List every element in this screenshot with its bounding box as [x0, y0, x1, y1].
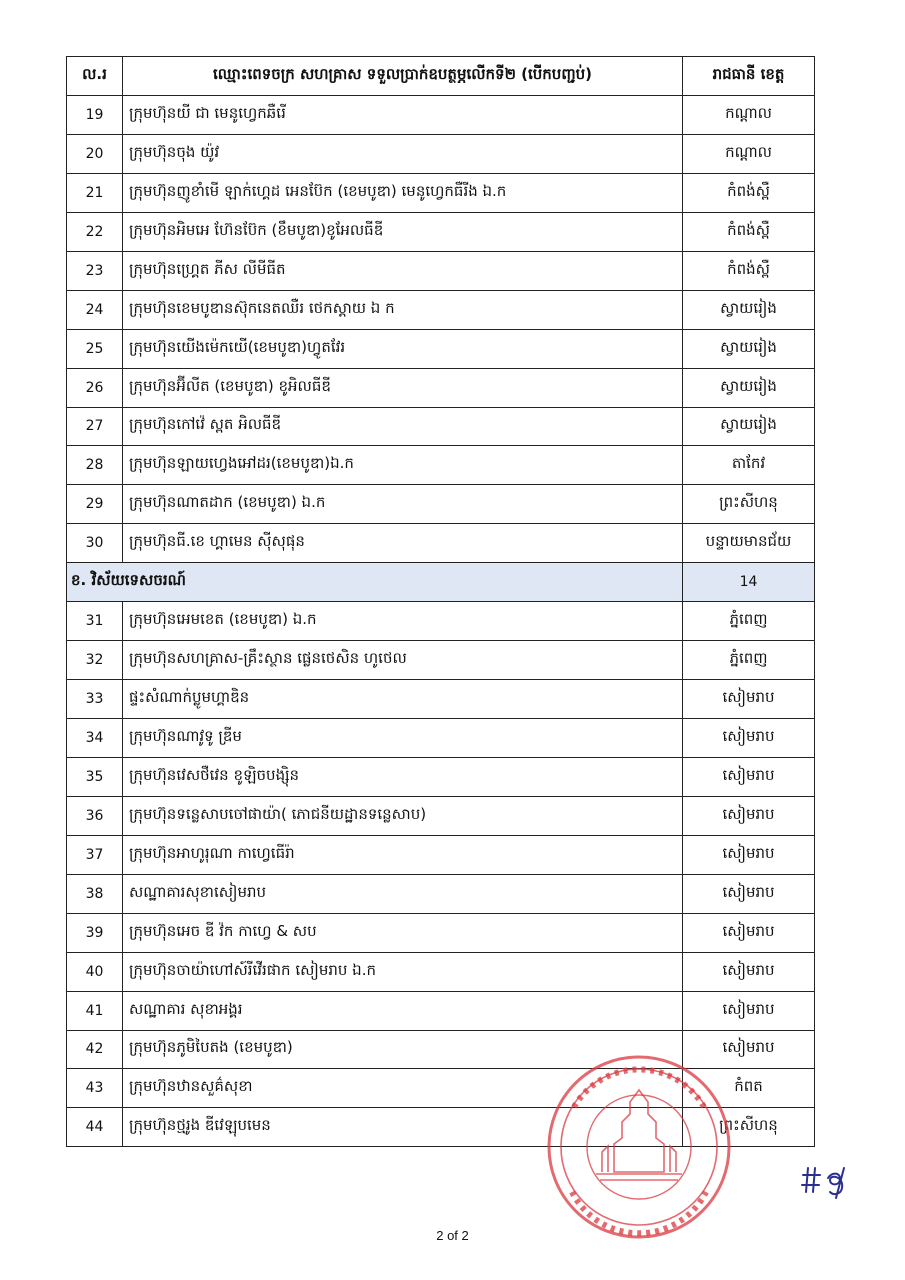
row-province: សៀមរាប: [683, 913, 815, 952]
row-number: 27: [67, 407, 123, 446]
header-number: ល.រ: [67, 57, 123, 96]
row-number: 40: [67, 952, 123, 991]
row-number: 32: [67, 641, 123, 680]
enterprise-table: [66, 56, 815, 1147]
row-number: 31: [67, 602, 123, 641]
row-enterprise-name: ក្រុមហ៊ុនធី.ខេ ហ្គាមេន ស៊ីសុផុន: [123, 524, 683, 563]
row-province: ព្រះសីហនុ: [683, 485, 815, 524]
row-province: សៀមរាប: [683, 874, 815, 913]
table-row: [67, 173, 815, 212]
row-enterprise-name: ក្រុមហ៊ុនអិមអេ ហ៊ែនប៊ែក (ខឹមបូឌា)ខូអែលធីឌី: [123, 212, 683, 251]
row-number: 24: [67, 290, 123, 329]
row-number: 35: [67, 757, 123, 796]
row-number: 39: [67, 913, 123, 952]
table-row: [67, 290, 815, 329]
row-enterprise-name: សណ្ឋាគារសុខាសៀមរាប: [123, 874, 683, 913]
table-row: [67, 329, 815, 368]
row-province: កណ្ដាល: [683, 96, 815, 135]
table-row: [67, 485, 815, 524]
row-number: 37: [67, 835, 123, 874]
handwritten-initials: [800, 1160, 850, 1200]
table-row: [67, 757, 815, 796]
row-province: សៀមរាប: [683, 680, 815, 719]
row-number: 28: [67, 446, 123, 485]
row-number: 21: [67, 173, 123, 212]
row-number: 34: [67, 719, 123, 758]
row-enterprise-name: ក្រុមហ៊ុនអេមខេត (ខេមបូឌា) ឯ.ក: [123, 602, 683, 641]
table-row: [67, 680, 815, 719]
row-enterprise-name: ក្រុមហ៊ុនចាយ៉ាហៅស៍រីវើរផាក សៀមរាប ឯ.ក: [123, 952, 683, 991]
row-enterprise-name: ផ្ទះសំណាក់ប្លូមហ្គាឌិន: [123, 680, 683, 719]
row-enterprise-name: សណ្ឋាគារ សុខាអង្គរ: [123, 991, 683, 1030]
table-row: [67, 835, 815, 874]
row-enterprise-name: ក្រុមហ៊ុនកៅវ៉េ ស្ពត អិលធីឌី: [123, 407, 683, 446]
row-enterprise-name: ក្រុមហ៊ុនឋានសួគ៌សុខា: [123, 1069, 683, 1108]
table-row: [67, 602, 815, 641]
row-province: សៀមរាប: [683, 1030, 815, 1069]
row-enterprise-name: ក្រុមហ៊ុនថ្មរូង ឌីវេឡុបមេន: [123, 1108, 683, 1147]
stamp-seal: [549, 1057, 729, 1237]
row-enterprise-name: ក្រុមហ៊ុនឡាយហ្វេងអៅដរ(ខេមបូឌា)ឯ.ក: [123, 446, 683, 485]
row-province: កណ្ដាល: [683, 134, 815, 173]
row-number: 30: [67, 524, 123, 563]
row-province: សៀមរាប: [683, 757, 815, 796]
row-number: 20: [67, 134, 123, 173]
section-count: 14: [683, 563, 815, 602]
row-province: ព្រះសីហនុ: [683, 1108, 815, 1147]
row-enterprise-name: ក្រុមហ៊ុនវេសថឺវេន ខូឡិចបង្ស៊ិន: [123, 757, 683, 796]
header-enterprise-name: ឈ្មោះពេទចក្រ សហគ្រាស ទទួលប្រាក់ឧបត្ថម្ភលើកទី២ (បើកបញ្ជប់): [123, 57, 683, 96]
row-number: 29: [67, 485, 123, 524]
table-row: [67, 796, 815, 835]
table-row: [67, 641, 815, 680]
row-enterprise-name: ក្រុមហ៊ុនចុង យ៉ូវ: [123, 134, 683, 173]
row-province: ស្វាយរៀង: [683, 329, 815, 368]
header-province: រាជធានី ខេត្ត: [683, 57, 815, 96]
row-enterprise-name: ក្រុមហ៊ុនទន្លេសាបចៅផាយ៉ា( ភោជនីយដ្ឋានទន្លេសាប): [123, 796, 683, 835]
table-row: [67, 524, 815, 563]
row-enterprise-name: ក្រុមហ៊ុនអាហូរុណា កាហ្វេធើរ៉ា: [123, 835, 683, 874]
row-province: កំពត: [683, 1069, 815, 1108]
row-province: សៀមរាប: [683, 991, 815, 1030]
row-enterprise-name: ក្រុមហ៊ុនយើងម៉េកយើ(ខេមបូឌា)ហ្វូតវែរ: [123, 329, 683, 368]
table-row: [67, 368, 815, 407]
table-section-tourism: [67, 563, 815, 602]
row-number: 19: [67, 96, 123, 135]
row-enterprise-name: ក្រុមហ៊ុនខេមបូឌានស៊ុកនេតឈឺរ ថេកស្ដាយ ឯ ក: [123, 290, 683, 329]
table-row: [67, 212, 815, 251]
row-province: កំពង់ស្ពឺ: [683, 212, 815, 251]
table-row: [67, 991, 815, 1030]
row-enterprise-name: ក្រុមហ៊ុនសហគ្រាស-គ្រឹះស្ថាន ផ្លេនថេសិន ហូថេល: [123, 641, 683, 680]
table-row: [67, 719, 815, 758]
row-enterprise-name: ក្រុមហ៊ុនញូខាំមើ ឡាក់ហ្គេដ អេនប៊ែក (ខេមបូឌា) មេនូហ្វេកធឺរីង ឯ.ក: [123, 173, 683, 212]
row-enterprise-name: ក្រុមហ៊ុនណាតដាក (ខេមបូឌា) ឯ.ក: [123, 485, 683, 524]
row-number: 42: [67, 1030, 123, 1069]
section-label: ខ. វិស័យទេសចរណ៍: [67, 563, 683, 602]
table-row: [67, 913, 815, 952]
row-province: ភ្នំពេញ: [683, 641, 815, 680]
row-number: 23: [67, 251, 123, 290]
row-number: 26: [67, 368, 123, 407]
table-body-garment: [67, 96, 815, 563]
table-row: [67, 874, 815, 913]
table-row: [67, 251, 815, 290]
row-province: កំពង់ស្ពឺ: [683, 173, 815, 212]
section-row: [67, 563, 815, 602]
row-number: 22: [67, 212, 123, 251]
row-number: 38: [67, 874, 123, 913]
row-enterprise-name: ក្រុមហ៊ុនអ៊ីលីត (ខេមបូឌា) ខូអិលធីឌី: [123, 368, 683, 407]
row-province: សៀមរាប: [683, 796, 815, 835]
row-province: ស្វាយរៀង: [683, 290, 815, 329]
row-number: 44: [67, 1108, 123, 1147]
row-province: កំពង់ស្ពឺ: [683, 251, 815, 290]
row-province: សៀមរាប: [683, 835, 815, 874]
row-province: ភ្នំពេញ: [683, 602, 815, 641]
table-header-row: [67, 57, 815, 96]
row-enterprise-name: ក្រុមហ៊ុនហ្គ្រេត ភីស លីមីធីត: [123, 251, 683, 290]
row-number: 33: [67, 680, 123, 719]
row-enterprise-name: ក្រុមហ៊ុនយី ជា មេនូហ្វេកឆឺរើ: [123, 96, 683, 135]
table-row: [67, 952, 815, 991]
row-number: 43: [67, 1069, 123, 1108]
table-row: [67, 407, 815, 446]
row-province: ស្វាយរៀង: [683, 407, 815, 446]
row-number: 41: [67, 991, 123, 1030]
official-stamp: [544, 1052, 734, 1242]
row-province: ស្វាយរៀង: [683, 368, 815, 407]
table-row: [67, 446, 815, 485]
row-number: 25: [67, 329, 123, 368]
table-row: [67, 96, 815, 135]
row-number: 36: [67, 796, 123, 835]
row-province: សៀមរាប: [683, 952, 815, 991]
row-enterprise-name: ក្រុមហ៊ុនភូមិបៃតង (ខេមបូឌា): [123, 1030, 683, 1069]
row-enterprise-name: ក្រុមហ៊ុនណាវូទូ ឌ្រីម: [123, 719, 683, 758]
row-province: តាកែវ: [683, 446, 815, 485]
table-row: [67, 134, 815, 173]
row-province: បន្ទាយមានជ័យ: [683, 524, 815, 563]
page-number: 2 of 2: [436, 1228, 469, 1243]
row-province: សៀមរាប: [683, 719, 815, 758]
row-enterprise-name: ក្រុមហ៊ុនអេច ឌី វ៉ក កាហ្វេ & សប: [123, 913, 683, 952]
